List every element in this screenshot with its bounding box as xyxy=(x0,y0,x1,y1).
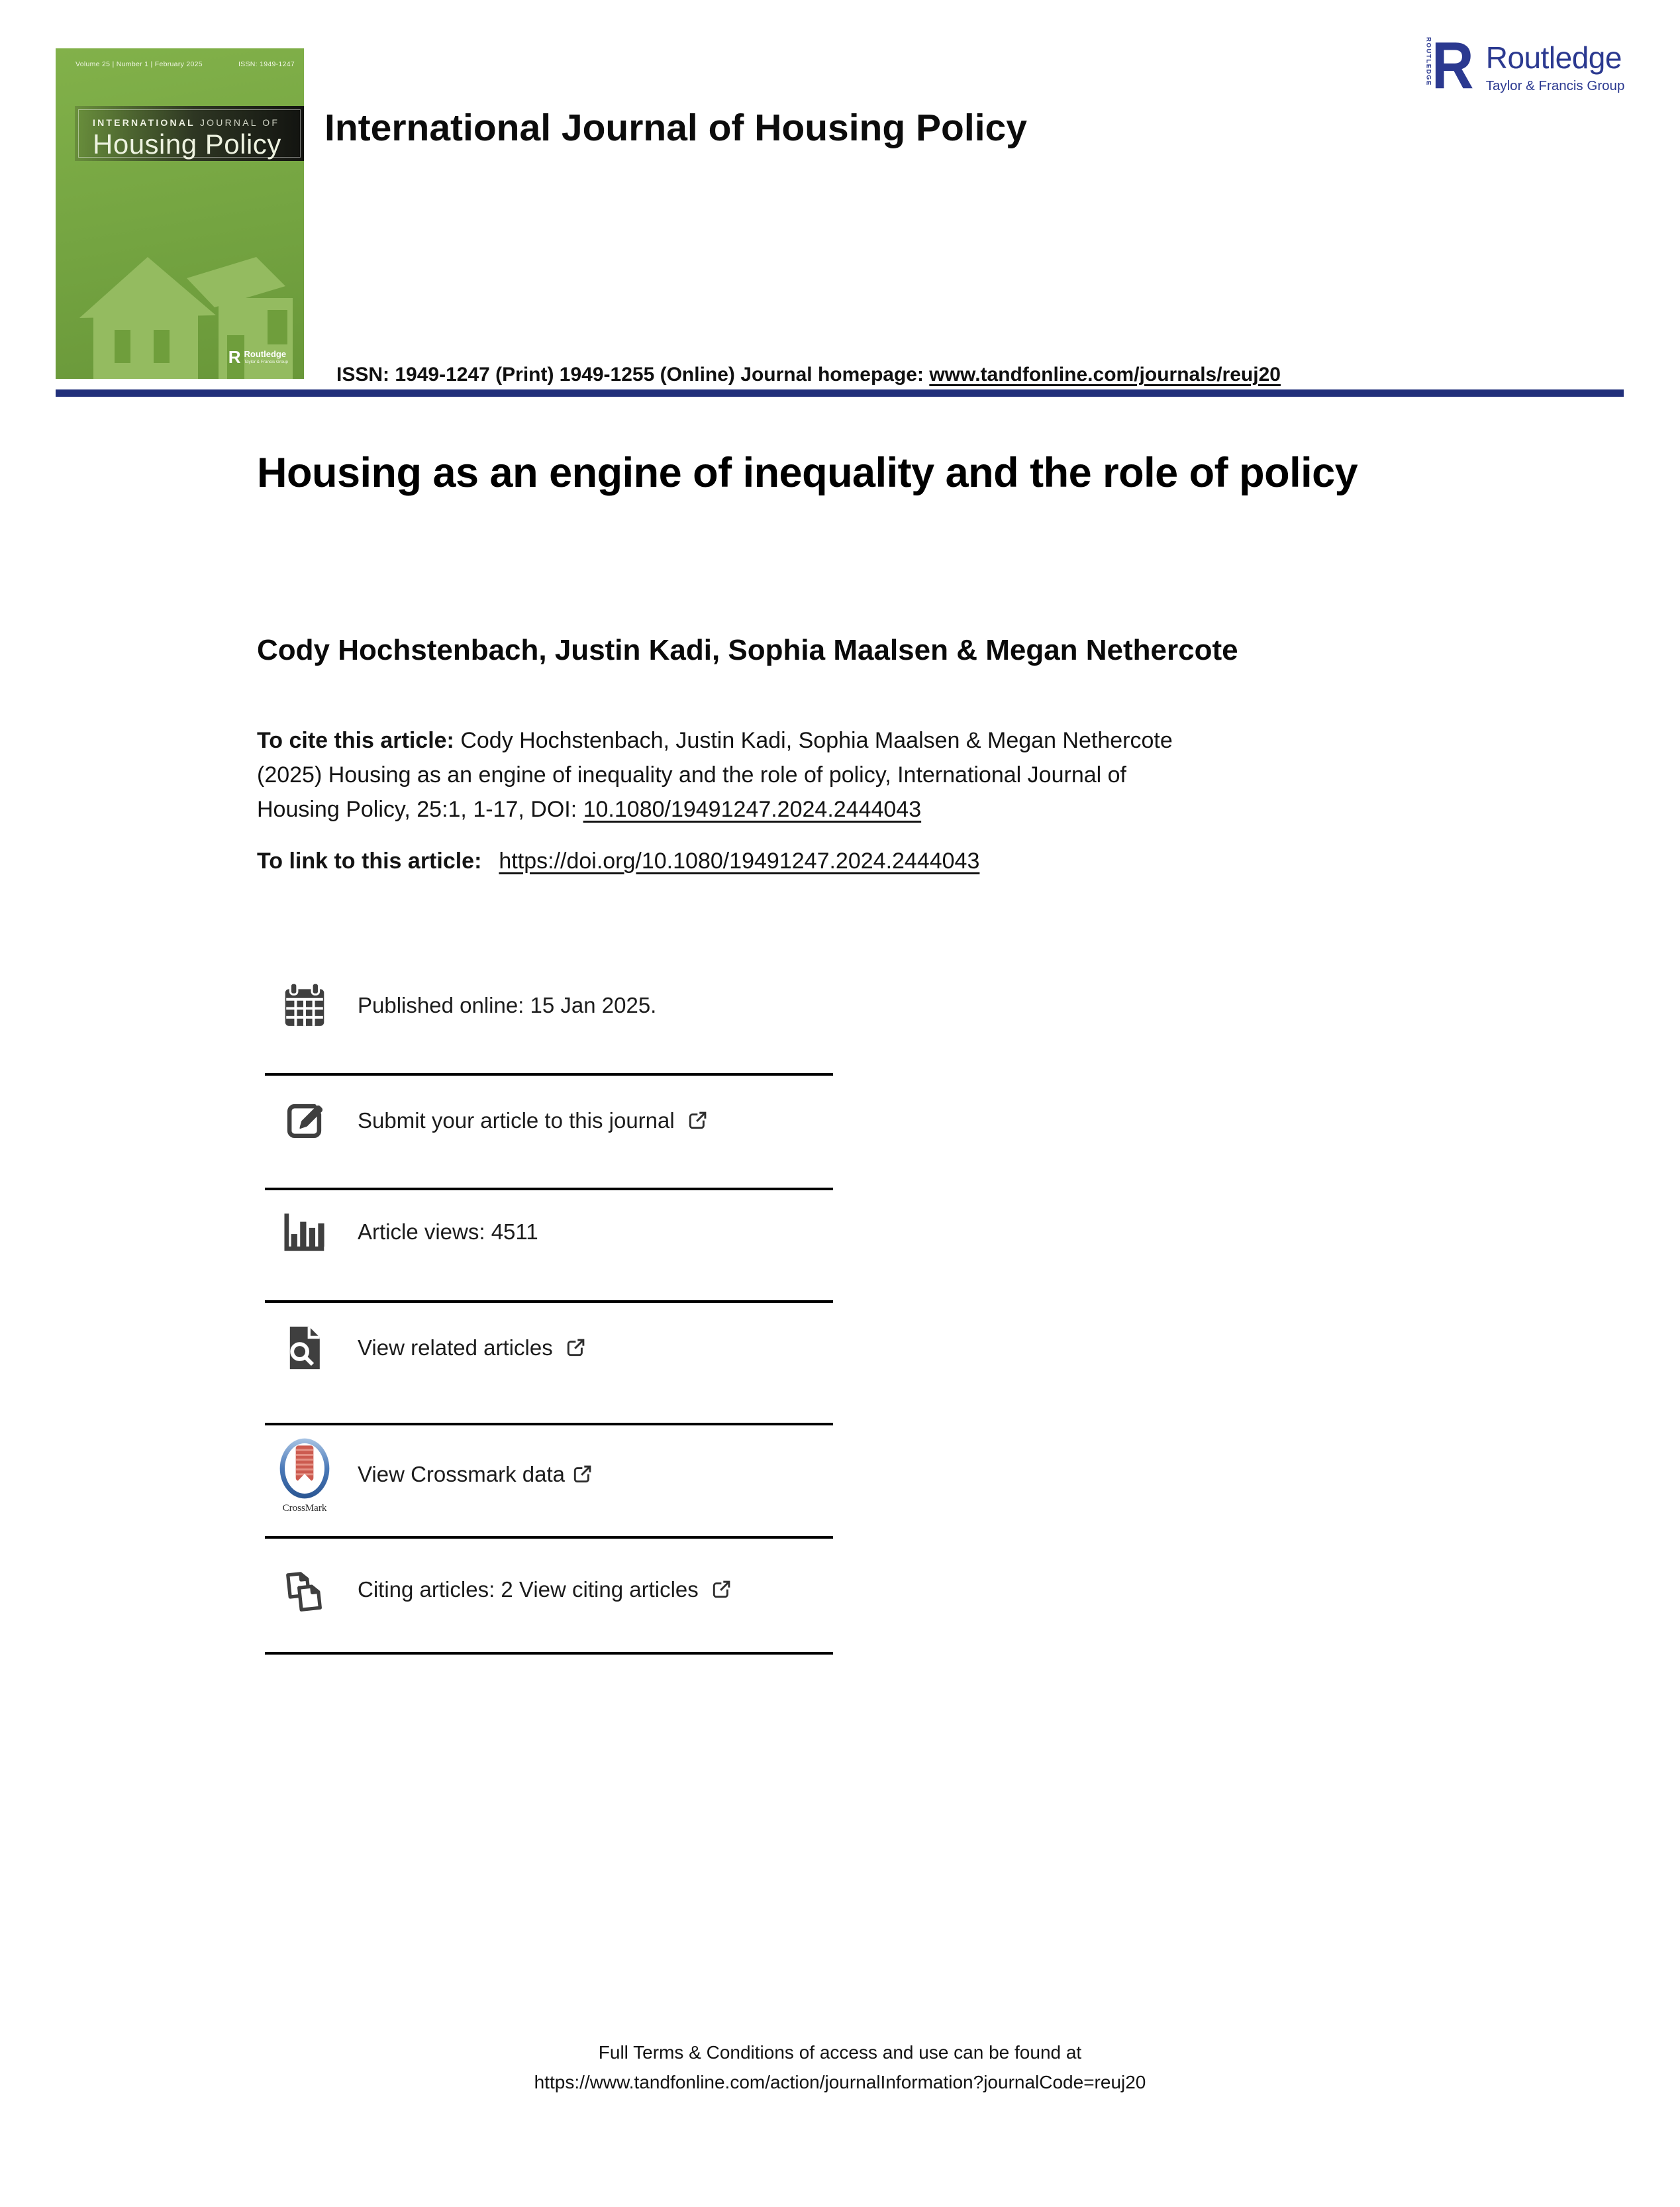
external-link-icon[interactable] xyxy=(685,1109,709,1133)
cover-banner-title: Housing Policy xyxy=(93,128,281,160)
divider xyxy=(265,1536,833,1539)
citation-block xyxy=(257,723,1173,827)
journal-homepage-link[interactable]: www.tandfonline.com/journals/reuj20 xyxy=(929,364,1281,385)
calendar-icon xyxy=(277,981,332,1030)
article-views-text: Article views: 4511 xyxy=(358,1219,538,1244)
article-title: Housing as an engine of inequality and the role of policy xyxy=(257,450,1358,496)
crossmark-row[interactable] xyxy=(277,1425,1204,1524)
cover-logo-name: Routledge xyxy=(244,349,287,360)
terms-text: Full Terms & Conditions of access and use can be found at xyxy=(598,2042,1082,2063)
external-link-icon[interactable] xyxy=(709,1578,732,1602)
crossmark-link[interactable]: View Crossmark data xyxy=(358,1462,566,1486)
bar-chart-icon xyxy=(277,1207,332,1257)
divider xyxy=(265,1300,833,1303)
divider xyxy=(265,1073,833,1076)
cite-line3: Housing Policy, 25:1, 1-17, DOI: xyxy=(257,797,583,822)
submit-article-row[interactable] xyxy=(277,1081,1204,1160)
issn-label: ISSN: 1949-1247 (Print) 1949-1255 (Online) Journal homepage: xyxy=(336,364,930,385)
cover-volume-line: Volume 25 | Number 1 | February 2025 xyxy=(75,60,203,68)
routledge-r-icon: R xyxy=(228,347,241,367)
routledge-r-icon: ROUTLEDGE R xyxy=(1424,28,1474,103)
submit-article-icon xyxy=(277,1096,332,1145)
cite-line2: (2025) Housing as an engine of inequality and the role of policy, International Journal of xyxy=(257,762,1127,788)
related-articles-icon xyxy=(277,1323,332,1372)
link-label: To link to this article: xyxy=(257,848,482,874)
doi-url-link[interactable]: https://doi.org/10.1080/19491247.2024.2444043 xyxy=(499,848,980,874)
published-online-row xyxy=(277,966,1204,1045)
doi-link[interactable]: 10.1080/19491247.2024.2444043 xyxy=(583,797,922,822)
divider xyxy=(265,1188,833,1190)
masthead-rule xyxy=(56,389,1624,397)
journal-cover xyxy=(56,48,304,379)
crossmark-icon xyxy=(277,1435,332,1514)
citing-articles-row[interactable] xyxy=(277,1550,1204,1629)
citing-articles-icon xyxy=(277,1565,332,1614)
external-link-icon[interactable] xyxy=(570,1463,593,1486)
routledge-logo xyxy=(1424,28,1625,103)
publisher-name: Routledge xyxy=(1485,40,1622,75)
routledge-vertical-text: ROUTLEDGE xyxy=(1424,37,1432,87)
cover-banner-journal-of: JOURNAL OF xyxy=(195,117,280,128)
journal-title: International Journal of Housing Policy xyxy=(324,107,1027,149)
cover-routledge-logo xyxy=(228,348,288,366)
cite-authors: Cody Hochstenbach, Justin Kadi, Sophia Maalsen & Megan Nethercote xyxy=(454,728,1173,753)
article-views-row xyxy=(277,1192,1204,1272)
divider xyxy=(265,1652,833,1655)
citing-articles-link[interactable]: Citing articles: 2 View citing articles xyxy=(358,1577,699,1602)
related-articles-row[interactable] xyxy=(277,1308,1204,1388)
cover-issn: ISSN: 1949-1247 xyxy=(238,60,295,68)
publisher-tagline: Taylor & Francis Group xyxy=(1485,78,1625,93)
submit-article-link[interactable]: Submit your article to this journal xyxy=(358,1108,675,1133)
related-articles-link[interactable]: View related articles xyxy=(358,1335,553,1360)
crossmark-caption: CrossMark xyxy=(282,1502,327,1514)
cover-title-banner xyxy=(75,106,304,161)
external-link-icon[interactable] xyxy=(564,1337,587,1360)
cover-banner-international: INTERNATIONAL xyxy=(93,117,195,128)
issn-line xyxy=(336,364,1281,386)
cover-logo-tagline: Taylor & Francis Group xyxy=(244,359,288,364)
terms-url[interactable]: https://www.tandfonline.com/action/journalInformation?journalCode=reuj20 xyxy=(534,2072,1146,2092)
article-authors: Cody Hochstenbach, Justin Kadi, Sophia Maalsen & Megan Nethercote xyxy=(257,634,1238,666)
cite-label: To cite this article: xyxy=(257,728,454,753)
cover-volume-row xyxy=(75,60,295,68)
published-online-text: Published online: 15 Jan 2025. xyxy=(358,993,657,1017)
link-block xyxy=(257,848,979,874)
terms-footer xyxy=(0,2037,1680,2097)
